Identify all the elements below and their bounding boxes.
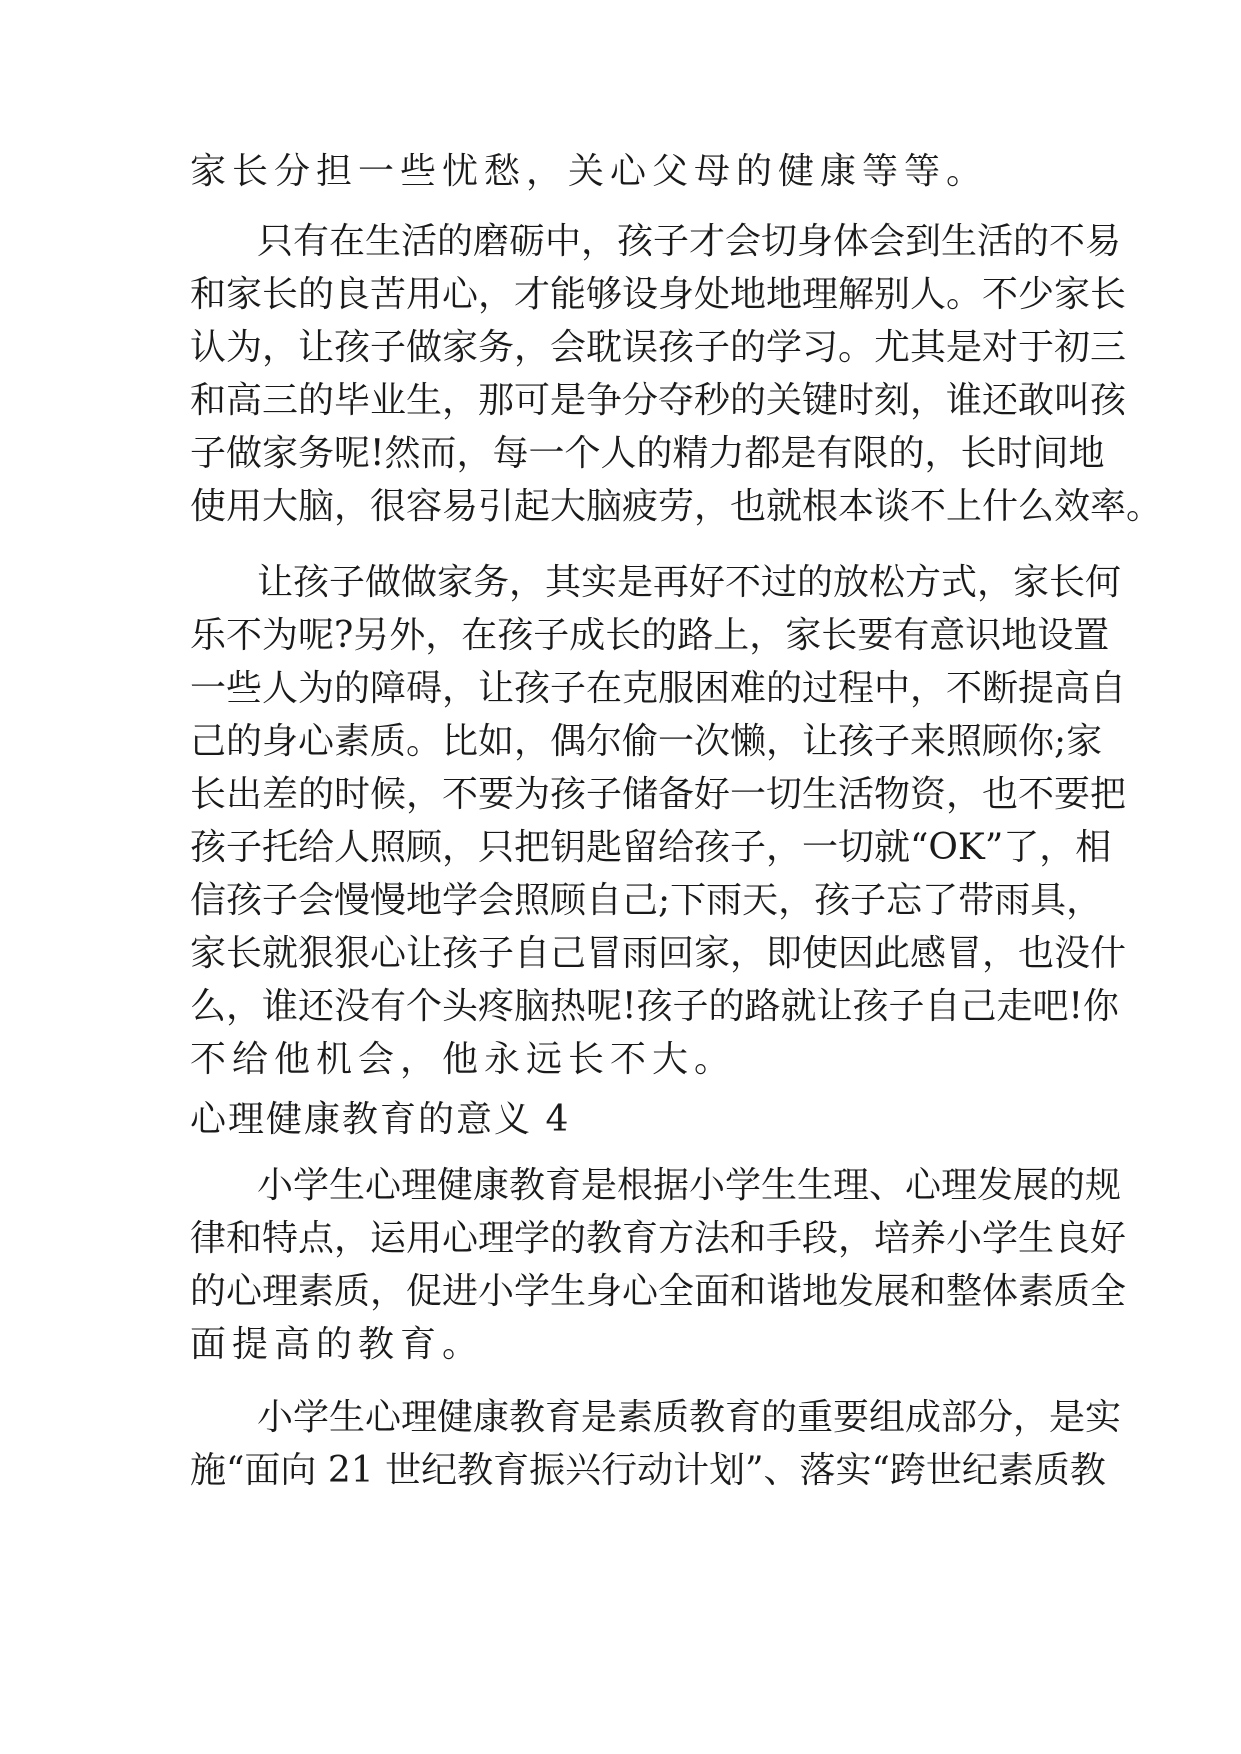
- text-line: 家长就狠狠心让孩子自己冒雨回家，即使因此感冒，也没什: [190, 933, 1127, 974]
- text-line: 只有在生活的磨砺中，孩子才会切身体会到生活的不易: [257, 221, 1122, 262]
- text-line: 乐不为呢?另外，在孩子成长的路上，家长要有意识地设置: [190, 615, 1110, 656]
- text-line: 一些人为的障碍，让孩子在克服困难的过程中，不断提高自: [190, 668, 1127, 709]
- text-line: 认为，让孩子做家务，会耽误孩子的学习。尤其是对于初三: [190, 327, 1127, 368]
- text-line: 律和特点，运用心理学的教育方法和手段，培养小学生良好: [190, 1218, 1127, 1259]
- text-line: 面提高的教育。: [190, 1324, 485, 1365]
- text-line: 家长分担一些忧愁，关心父母的健康等等。: [190, 151, 989, 192]
- text-line: 小学生心理健康教育是根据小学生生理、心理发展的规: [257, 1165, 1122, 1206]
- text-line: 让孩子做做家务，其实是再好不过的放松方式，家长何: [257, 562, 1122, 603]
- text-line: 的心理素质，促进小学生身心全面和谐地发展和整体素质全: [190, 1271, 1127, 1312]
- text-line: 么，谁还没有个头疼脑热呢!孩子的路就让孩子自己走吧!你: [190, 986, 1119, 1027]
- text-line: 信孩子会慢慢地学会照顾自己;下雨天，孩子忘了带雨具，: [190, 880, 1103, 921]
- text-line: 和家长的良苦用心，才能够设身处地地理解别人。不少家长: [190, 274, 1127, 315]
- text-line: 不给他机会，他永远长不大。: [190, 1039, 737, 1080]
- section-heading: 心理健康教育的意义 4: [190, 1099, 571, 1140]
- text-line: 小学生心理健康教育是素质教育的重要组成部分，是实: [257, 1397, 1122, 1438]
- text-line: 长出差的时候，不要为孩子储备好一切生活物资，也不要把: [190, 774, 1127, 815]
- text-line: 和高三的毕业生，那可是争分夺秒的关键时刻，谁还敢叫孩: [190, 380, 1127, 421]
- text-line: 己的身心素质。比如，偶尔偷一次懒，让孩子来照顾你;家: [190, 721, 1103, 762]
- text-line: 施“面向 21 世纪教育振兴行动计划”、落实“跨世纪素质教: [190, 1450, 1106, 1491]
- text-line: 使用大脑，很容易引起大脑疲劳，也就根本谈不上什么效率。: [190, 486, 1163, 527]
- text-line: 孩子托给人照顾，只把钥匙留给孩子，一切就“OK”了，相: [190, 827, 1112, 868]
- text-line: 子做家务呢!然而，每一个人的精力都是有限的，长时间地: [190, 433, 1105, 474]
